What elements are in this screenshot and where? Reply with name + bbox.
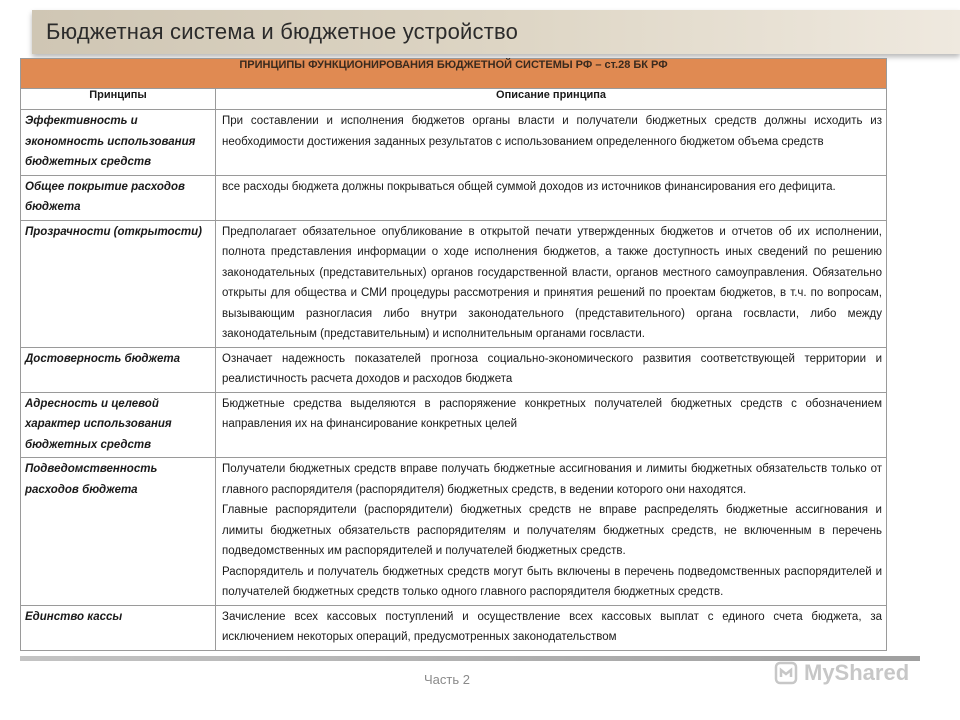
watermark-text: MyShared [804, 660, 910, 685]
table-caption: ПРИНЦИПЫ ФУНКЦИОНИРОВАНИЯ БЮДЖЕТНОЙ СИСТЕМЫ РФ – ст.28 БК РФ [21, 59, 887, 89]
description-paragraph: Означает надежность показателей прогноза социально-экономического развития соответствующей территории и реалистичность расчета доходов и расходов бюджета [222, 352, 882, 385]
description-paragraph: все расходы бюджета должны покрываться общей суммой доходов из источников финансирования его дефицита. [222, 180, 836, 193]
column-header-principles: Принципы [21, 89, 216, 110]
principle-description [216, 392, 887, 458]
column-header-description: Описание принципа [216, 89, 887, 110]
description-paragraph: Главные распорядители (распорядители) бюджетных средств не вправе распределять бюджетные ассигнования и лимиты бюджетных обязательств распорядителям и получателям бюджетных средств, не включенным в перечень подведомственных им распорядителей и получателей бюджетных средств. [222, 504, 882, 557]
description-paragraph: Предполагает обязательное опубликование в открытой печати утвержденных бюджетов и отчетов об их исполнении, полнота представления информации о ходе исполнения бюджетов, а также доступность иных сведений по решению законодательных (представительных) органов государственной власти, органов местного самоуправления. Обязательно открыты для общества и СМИ процедуры рассмотрения и принятия решений по проектам бюджетов, в т.ч. по вопросам, вызывающим разногласия либо внутри законодательного (представительного) органа госвласти, либо между законодательным (представительным) и исполнительным органами госвласти. [222, 225, 882, 340]
description-paragraph: Получатели бюджетных средств вправе получать бюджетные ассигнования и лимиты бюджетных обязательств только от главного распорядителя (распорядителя) бюджетных средств, в ведении которого они находятся. [222, 463, 882, 496]
table-row [21, 458, 887, 606]
description-paragraph: Распорядитель и получатель бюджетных средств могут быть включены в перечень подведомственных распорядителей и получателей бюджетных средств только одного главного распорядителя бюджетных средств. [222, 565, 882, 598]
principles-table [20, 58, 887, 651]
principle-name: Подведомственность расходов бюджета [21, 458, 216, 606]
principle-name: Общее покрытие расходов бюджета [21, 175, 216, 220]
table-row [21, 110, 887, 176]
principle-description [216, 347, 887, 392]
principle-description [216, 220, 887, 347]
principle-description [216, 605, 887, 650]
description-paragraph: Зачисление всех кассовых поступлений и осуществление всех кассовых выплат с единого счета бюджета, за исключением некоторых операций, предусмотренных законодательством [222, 610, 882, 643]
principle-name: Эффективность и экономность использования бюджетных средств [21, 110, 216, 176]
watermark [774, 660, 909, 686]
slide-title: Бюджетная система и бюджетное устройство [46, 19, 519, 44]
table-row [21, 347, 887, 392]
table-row [21, 175, 887, 220]
title-bar [32, 10, 960, 54]
principle-description [216, 110, 887, 176]
principle-name: Достоверность бюджета [21, 347, 216, 392]
principle-name: Адресность и целевой характер использования бюджетных средств [21, 392, 216, 458]
description-paragraph: При составлении и исполнения бюджетов органы власти и получатели бюджетных средств должны исходить из необходимости достижения заданных результатов с использованием определенного бюджетом объема средств [222, 115, 882, 148]
principle-description [216, 175, 887, 220]
description-paragraph: Бюджетные средства выделяются в распоряжение конкретных получателей бюджетных средств с обозначением направления их на финансирование конкретных целей [222, 397, 882, 430]
principle-name: Единство кассы [21, 605, 216, 650]
principle-name: Прозрачности (открытости) [21, 220, 216, 347]
table-row [21, 605, 887, 650]
table-row [21, 392, 887, 458]
watermark-logo-icon [774, 661, 798, 685]
principle-description [216, 458, 887, 606]
table-row [21, 220, 887, 347]
page-label: Часть 2 [424, 672, 470, 687]
